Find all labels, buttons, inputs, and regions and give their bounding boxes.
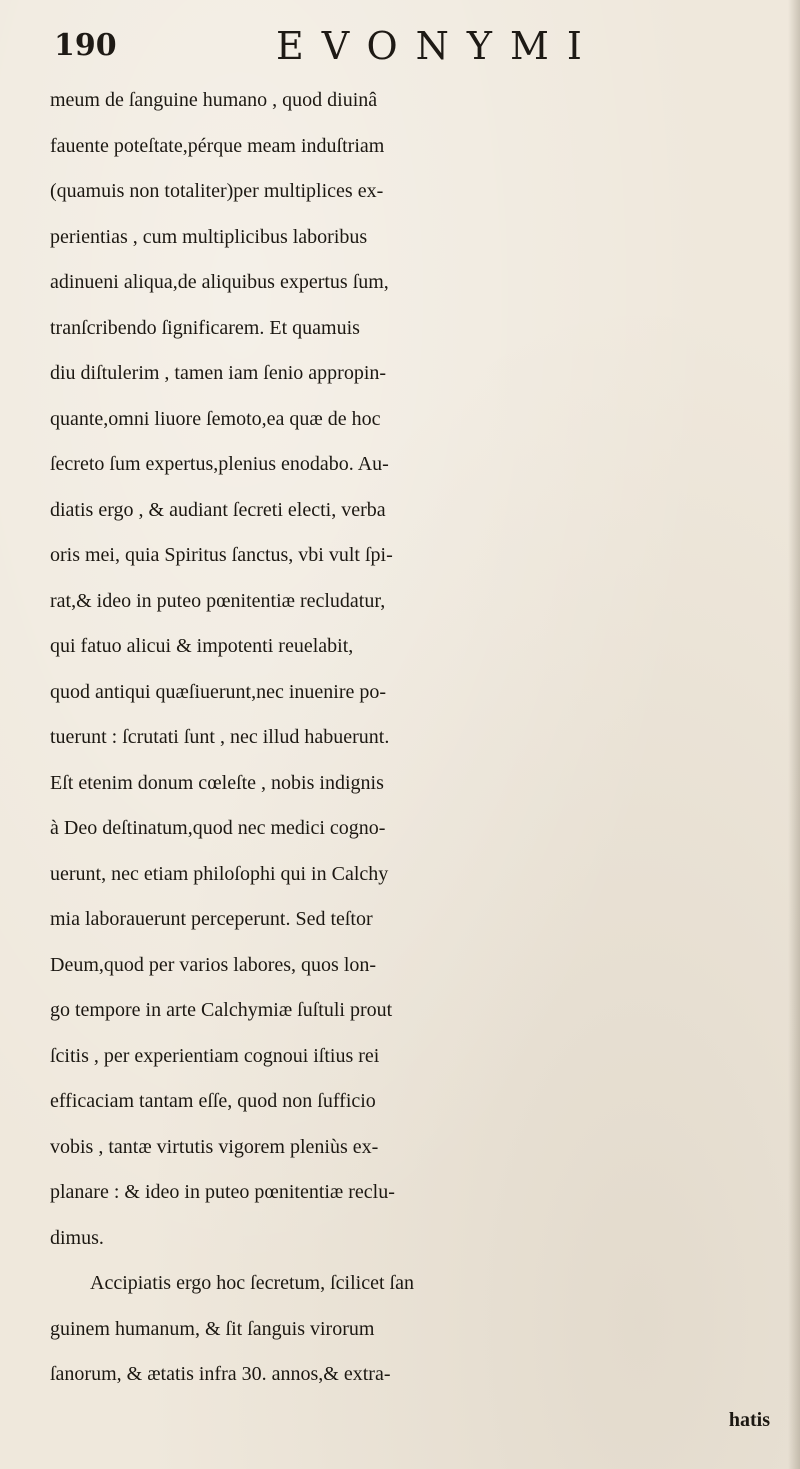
text-line-6: tranſcribendo ſignificarem. Et quamuis [50,316,360,339]
text-line-9: ſecreto ſum expertus,plenius enodabo. Au- [50,453,389,475]
text-line-16: Eſt etenim donum cœleſte , nobis indignis [50,771,384,794]
text-line-1: meum de ſanguine humano , quod diuinâ [50,89,378,111]
catchword: hatis [728,1408,770,1431]
text-line-7: diu diſtulerim , tamen iam ſenio appropin- [50,362,387,384]
text-line-21: go tempore in arte Calchymiæ ſuſtuli prout [50,999,393,1021]
text-line-11: oris mei, quia Spiritus ſanctus, vbi vult ſpi- [50,544,393,566]
text-line-28: guinem humanum, & ſit ſanguis virorum [50,1317,375,1340]
text-line-5: adinueni aliqua,de aliquibus expertus ſum, [50,271,389,293]
text-line-10: diatis ergo , & audiant ſecreti electi, verba [50,498,386,521]
text-line-12: rat,& ideo in puteo pœnitentiæ recludatur, [50,589,386,612]
text-line-3: (quamuis non totaliter)per multiplices ex- [50,180,384,202]
running-head: EVONYMI [276,24,600,68]
text-line-24: vobis , tantæ virtutis vigorem pleniùs ex- [50,1135,379,1158]
text-line-23: efficaciam tantam eſſe, quod non ſufficio [50,1090,376,1112]
text-line-22: ſcitis , per experientiam cognoui iſtius rei [50,1044,380,1067]
text-line-4: perientias , cum multiplicibus laboribus [50,225,368,248]
page-header [54,22,600,74]
text-line-19: mia laborauerunt perceperunt. Sed teſtor [50,908,373,930]
text-line-27: Accipiatis ergo hoc ſecretum, ſcilicet ſan [90,1272,414,1294]
text-line-14: quod antiqui quæſiuerunt,nec inuenire po- [50,680,387,703]
body-text [50,78,780,1443]
text-line-20: Deum,quod per varios labores, quos lon- [50,953,377,976]
text-line-13: qui fatuo alicui & impotenti reuelabit, [50,635,354,657]
text-line-2: fauente poteſtate,pérque meam induſtriam [50,134,385,157]
text-line-26: dimus. [50,1226,104,1249]
page-number: 190 [54,28,117,63]
text-line-18: uerunt, nec etiam philoſophi qui in Calchy [50,862,389,885]
text-line-25: planare : & ideo in puteo pœnitentiæ reclu- [50,1181,395,1203]
text-line-15: tuerunt : ſcrutati ſunt , nec illud habuerunt. [50,726,390,748]
text-line-29: ſanorum, & ætatis infra 30. annos,& extra- [50,1363,391,1385]
page-edge-shadow [788,0,800,1469]
text-line-8: quante,omni liuore ſemoto,ea quæ de hoc [50,407,381,430]
text-line-17: à Deo deſtinatum,quod nec medici cogno- [50,817,386,839]
